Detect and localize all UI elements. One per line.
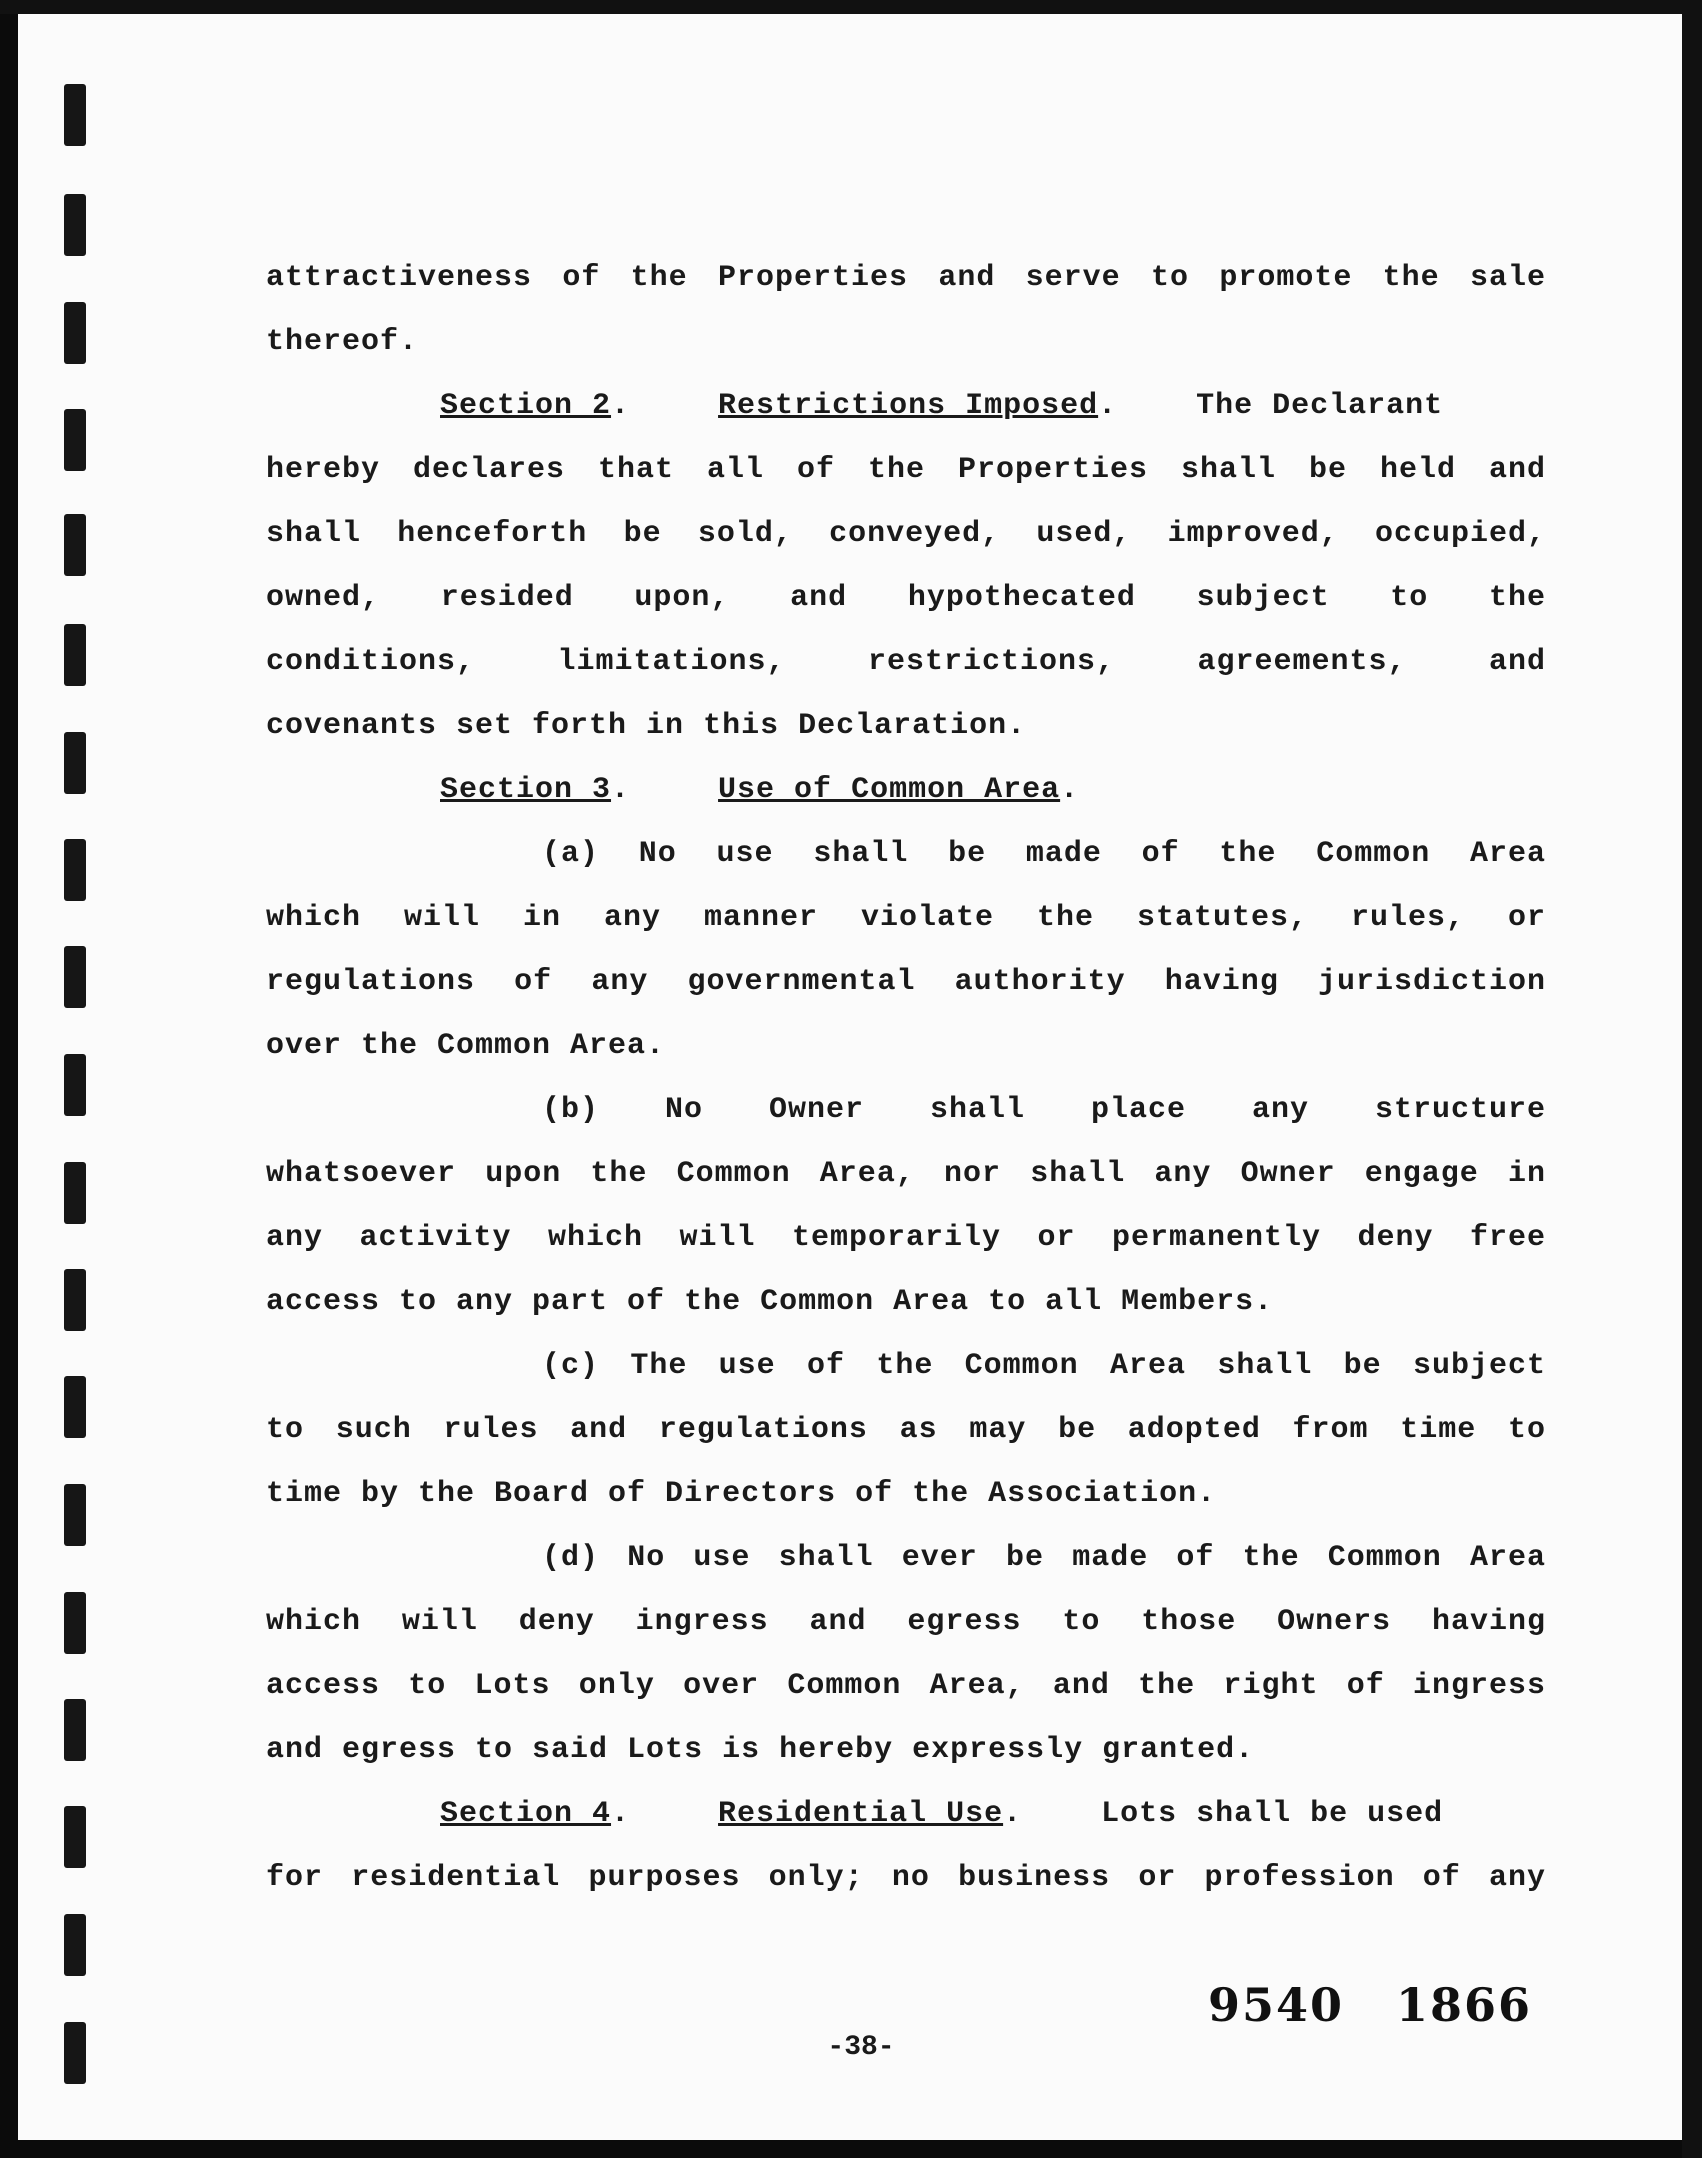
- binding-hole: [64, 1914, 86, 1976]
- body-line: hereby declares that all of the Properties shall be held and: [266, 453, 1546, 487]
- section-3-heading: [266, 758, 1546, 822]
- body-line: attractiveness of the Properties and serve to promote the sale: [266, 261, 1546, 295]
- body-line: any activity which will temporarily or permanently deny free: [266, 1221, 1546, 1255]
- binding-hole: [64, 624, 86, 686]
- section-label: Section 3: [440, 773, 612, 807]
- document-page: [18, 14, 1682, 2140]
- scan-edge-right: [1682, 0, 1702, 2158]
- document-body: [266, 246, 1546, 1910]
- body-line: conditions, limitations, restrictions, agreements, and: [266, 645, 1546, 679]
- binding-hole: [64, 1376, 86, 1438]
- stamp-page: 1866: [1396, 1978, 1533, 2032]
- section-2-heading: [266, 374, 1546, 438]
- item-first-line: (d) No use shall ever be made of the Common Area: [542, 1541, 1546, 1575]
- section-4-heading: [266, 1782, 1546, 1846]
- body-line: access to any part of the Common Area to all Members.: [266, 1285, 1274, 1319]
- binding-hole: [64, 839, 86, 901]
- body-line: regulations of any governmental authority having jurisdiction: [266, 965, 1546, 999]
- item-first-line: (b) No Owner shall place any structure: [542, 1093, 1546, 1127]
- section-label-period: .: [611, 1797, 631, 1831]
- binding-hole: [64, 1699, 86, 1761]
- body-line: which will deny ingress and egress to those Owners having: [266, 1605, 1546, 1639]
- page-number: -38-: [827, 2032, 895, 2063]
- section-title: Residential Use: [718, 1797, 1004, 1831]
- body-line: to such rules and regulations as may be adopted from time to: [266, 1413, 1546, 1447]
- body-line: shall henceforth be sold, conveyed, used, improved, occupied,: [266, 517, 1546, 551]
- binding-hole: [64, 409, 86, 471]
- binding-hole: [64, 514, 86, 576]
- binding-hole: [64, 1592, 86, 1654]
- binding-hole: [64, 2022, 86, 2084]
- section-label: Section 4: [440, 1797, 612, 1831]
- stamp-book: 9540: [1208, 1978, 1345, 2032]
- section-title-period: .: [1098, 389, 1118, 423]
- section-title: Use of Common Area: [718, 773, 1061, 807]
- binding-hole: [64, 1162, 86, 1224]
- scan-edge-top: [0, 0, 1702, 14]
- binding-hole: [64, 302, 86, 364]
- body-line: which will in any manner violate the statutes, rules, or: [266, 901, 1546, 935]
- body-line: over the Common Area.: [266, 1029, 666, 1063]
- body-line: time by the Board of Directors of the Association.: [266, 1477, 1217, 1511]
- item-first-line: (a) No use shall be made of the Common Area: [542, 837, 1546, 871]
- binding-hole: [64, 194, 86, 256]
- body-line: for residential purposes only; no business or profession of any: [266, 1861, 1546, 1895]
- body-line: owned, resided upon, and hypothecated subject to the: [266, 581, 1546, 615]
- section-label: Section 2: [440, 389, 612, 423]
- section-title-period: .: [1060, 773, 1080, 807]
- body-line: and egress to said Lots is hereby expressly granted.: [266, 1733, 1255, 1767]
- binding-hole: [64, 1806, 86, 1868]
- body-line: whatsoever upon the Common Area, nor shall any Owner engage in: [266, 1157, 1546, 1191]
- body-line: covenants set forth in this Declaration.: [266, 709, 1027, 743]
- section-label-period: .: [611, 389, 631, 423]
- binding-hole: [64, 946, 86, 1008]
- item-first-line: (c) The use of the Common Area shall be subject: [542, 1349, 1546, 1383]
- binding-hole: [64, 84, 86, 146]
- recording-stamp: [1208, 1978, 1532, 2032]
- body-line: thereof.: [266, 325, 419, 359]
- section-tail: The Declarant: [1196, 389, 1444, 423]
- binding-hole: [64, 1484, 86, 1546]
- section-label-period: .: [611, 773, 631, 807]
- section-tail: Lots shall be used: [1101, 1797, 1444, 1831]
- body-line: access to Lots only over Common Area, and the right of ingress: [266, 1669, 1546, 1703]
- section-title-period: .: [1003, 1797, 1023, 1831]
- binding-hole: [64, 732, 86, 794]
- section-title: Restrictions Imposed: [718, 389, 1099, 423]
- binding-hole: [64, 1054, 86, 1116]
- binding-hole: [64, 1269, 86, 1331]
